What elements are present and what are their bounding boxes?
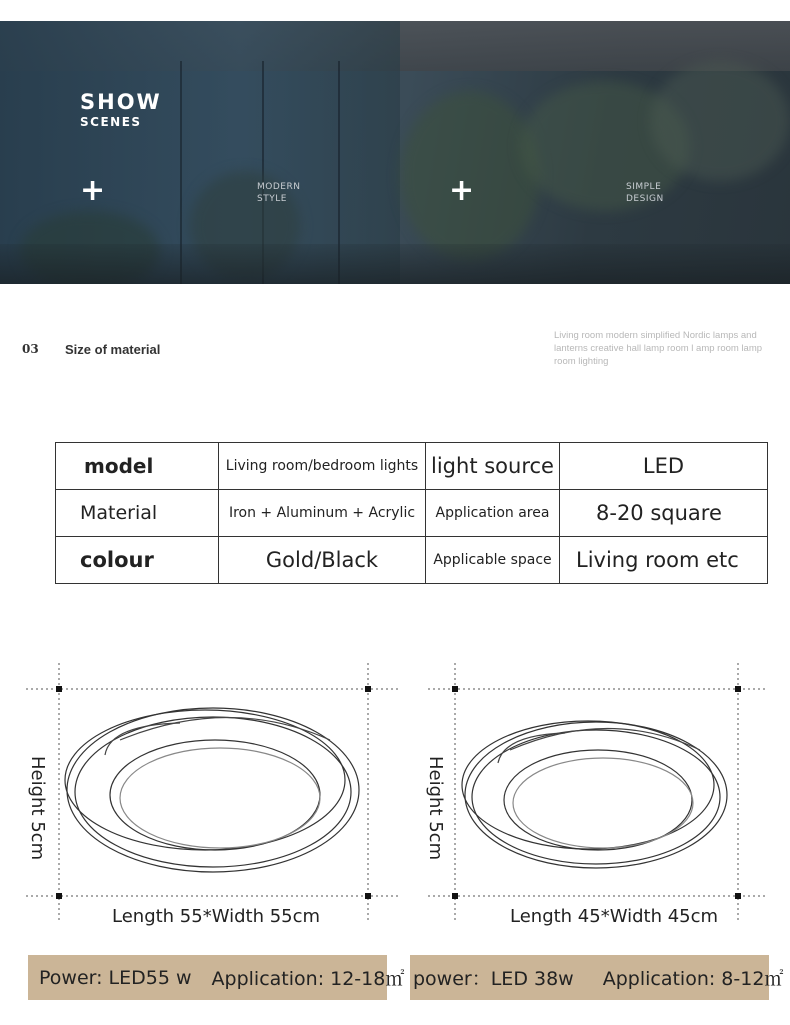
power-bar	[410, 955, 784, 1000]
spec-row	[56, 443, 768, 490]
section-title: Size of material	[65, 342, 161, 357]
banner-floor	[0, 244, 790, 284]
power-text: power：LED 38w	[413, 968, 574, 990]
power-bar	[28, 955, 405, 1000]
tag-line: DESIGN	[626, 194, 664, 204]
spec-value-application-area: 8-20 square	[560, 490, 768, 537]
section-number: 03	[22, 342, 39, 356]
spec-row	[56, 490, 768, 537]
spec-value-colour: Gold/Black	[219, 537, 426, 584]
application-text: Application: 12-18㎡	[211, 968, 405, 990]
tag-line: STYLE	[257, 194, 287, 204]
foliage-shape	[650, 61, 790, 181]
spec-label-light-source: light source	[426, 443, 560, 490]
spec-table	[55, 442, 768, 584]
banner-title: SHOW	[80, 90, 162, 114]
plus-icon[interactable]: +	[449, 173, 475, 208]
height-label: Height 5cm	[425, 756, 446, 861]
section-description: Living room modern simplified Nordic lamps and lanterns creative hall lamp room l amp room lamp room lighting	[554, 330, 763, 367]
banner-subtitle: SCENES	[80, 115, 142, 129]
spec-value-light-source: LED	[560, 443, 768, 490]
plus-icon[interactable]: +	[80, 173, 106, 208]
spec-value-model: Living room/bedroom lights	[219, 443, 426, 490]
spec-value-applicable-space: Living room etc	[560, 537, 768, 584]
tag-modern-style	[257, 181, 300, 205]
tag-line: MODERN	[257, 182, 301, 192]
size-label: Length 55*Width 55cm	[112, 906, 321, 927]
spec-value-material: Iron + Aluminum + Acrylic	[219, 490, 426, 537]
power-text: Power: LED55 w	[39, 966, 192, 989]
spec-label-material: Material	[56, 490, 219, 537]
spec-label-application-area: Application area	[426, 490, 560, 537]
application-text: Application: 8-12㎡	[602, 968, 784, 990]
spec-label-applicable-space: Applicable space	[426, 537, 560, 584]
tag-simple-design	[626, 181, 664, 205]
spec-label-model: model	[56, 443, 219, 490]
spec-row	[56, 537, 768, 584]
show-scenes-banner	[0, 21, 790, 284]
lamp-drawing-small	[400, 655, 790, 925]
size-label: Length 45*Width 45cm	[510, 906, 719, 927]
tag-line: SIMPLE	[626, 182, 662, 192]
spec-label-colour: colour	[56, 537, 219, 584]
height-label: Height 5cm	[27, 756, 48, 861]
lamp-drawing-large	[0, 655, 400, 925]
